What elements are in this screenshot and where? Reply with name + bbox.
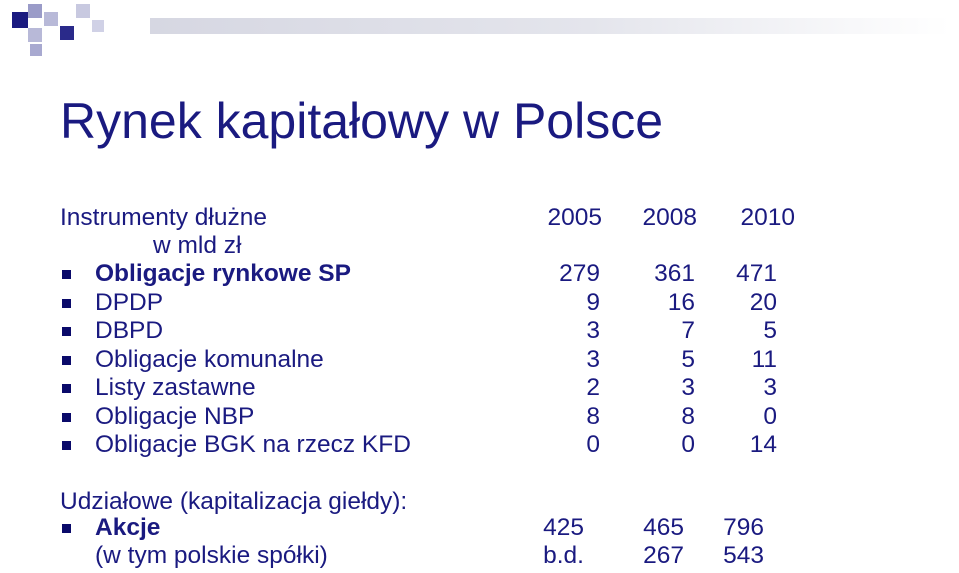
debt-row-value: 3: [763, 374, 777, 401]
bullet-icon: [62, 441, 71, 450]
debt-row-value: 11: [751, 346, 777, 373]
equity-row-label: (w tym polskie spółki): [95, 542, 328, 569]
debt-row-value: 8: [681, 403, 695, 430]
decor-square-dark-2: [60, 26, 74, 40]
debt-row-value: 471: [736, 260, 777, 287]
bullet-icon: [62, 384, 71, 393]
decor-square-light-3: [28, 28, 42, 42]
decor-square-light-1: [28, 4, 42, 18]
debt-row-value: 8: [586, 403, 600, 430]
equity-row-value: 465: [643, 514, 684, 541]
debt-row-value: 5: [681, 346, 695, 373]
debt-row-value: 279: [559, 260, 600, 287]
decor-square-light-6: [92, 20, 104, 32]
debt-row-value: 14: [749, 431, 777, 458]
unit-label: w mld zł: [153, 232, 242, 259]
equity-row-value: 796: [723, 514, 764, 541]
debt-row-value: 3: [586, 346, 600, 373]
debt-row-value: 7: [681, 317, 695, 344]
bullet-icon: [62, 524, 71, 533]
debt-row-label: Obligacje komunalne: [95, 346, 324, 373]
decor-square-light-2: [44, 12, 58, 26]
debt-row-label: Obligacje BGK na rzecz KFD: [95, 431, 411, 458]
bullet-icon: [62, 327, 71, 336]
debt-row-value: 0: [586, 431, 600, 458]
debt-row-value: 5: [763, 317, 777, 344]
bullet-icon: [62, 299, 71, 308]
debt-row-value: 361: [654, 260, 695, 287]
debt-row-label: Obligacje NBP: [95, 403, 255, 430]
debt-row-value: 3: [681, 374, 695, 401]
decor-square-dark-1: [12, 12, 28, 28]
debt-row-value: 3: [586, 317, 600, 344]
decor-square-light-4: [76, 4, 90, 18]
debt-row-label: Listy zastawne: [95, 374, 256, 401]
equity-row-value: b.d.: [543, 542, 584, 569]
debt-row-value: 2: [586, 374, 600, 401]
decor-square-light-5: [30, 44, 42, 56]
decor-header-bar: [150, 18, 950, 34]
bullet-icon: [62, 270, 71, 279]
debt-section-header: Instrumenty dłużne: [60, 204, 267, 231]
debt-row-label: DBPD: [95, 317, 164, 344]
equity-section-header: Udziałowe (kapitalizacja giełdy):: [60, 488, 408, 515]
debt-row-value: 16: [667, 289, 695, 316]
debt-row-label: Obligacje rynkowe SP: [95, 260, 351, 287]
equity-row-label: Akcje: [95, 514, 161, 541]
debt-row-value: 20: [749, 289, 777, 316]
year-header-2008: 2008: [642, 204, 697, 231]
year-header-2005: 2005: [547, 204, 602, 231]
year-header-2010: 2010: [740, 204, 795, 231]
debt-row-value: 9: [586, 289, 600, 316]
debt-row-label: DPDP: [95, 289, 164, 316]
debt-row-value: 0: [763, 403, 777, 430]
bullet-icon: [62, 356, 71, 365]
bullet-icon: [62, 413, 71, 422]
slide-title: Rynek kapitałowy w Polsce: [60, 93, 664, 149]
equity-row-value: 267: [643, 542, 684, 569]
equity-row-value: 543: [723, 542, 764, 569]
equity-row-value: 425: [543, 514, 584, 541]
debt-row-value: 0: [681, 431, 695, 458]
